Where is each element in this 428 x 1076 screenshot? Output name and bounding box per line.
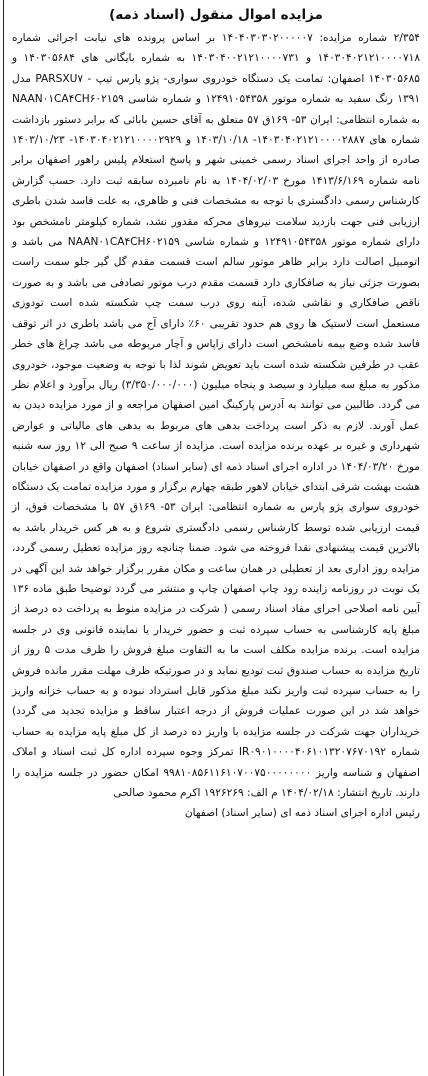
notice-title: مزایده اموال منقول (اسناد ذمه): [109, 7, 323, 23]
notice-paragraph: ۲/۳۵۴ شماره مزایده: ۱۴۰۴۰۳۰۳۰۲۰۰۰۰۰۷ بر اساس پرونده های نیابت اجرائی شماره ۱۴۰۳۰۴۰۲۱۲۱۰۰۰۰۷۱۸ و ۱۴۰۳۰۴۰۰۲۱۲۱۰۰۰۰۷۳۱ به شماره بایگانی های ۱۴۰۳۰۵۶۸۴ و ۱۴۰۳۰۵۶۸۵ اصفهان: تمامت یک دستگاه خودروی سواری- پژو پارس تیپ - PARSXU۷ مدل ۱۳۹۱ رنگ سفید به شماره موتور ۱۲۴۹۱۰۵۴۳۵۸ و شماره شاسی NAAN۰۱CA۴CH۶۰۲۱۵۹ به شماره انتظامی: ایران ۵۳- ۱۶۹ق ۵۷ متعلق به آقای حسین بابائی که برابر دستور بازداشت شماره های ۱۴۰۳۰۴۰۲۱۲۱۰۰۰۰۲۸۸۷- ۱۴۰۳/۱۰/۱۸ و ۱۴۰۳۰۴۰۲۱۲۱۰۰۰۰۲۹۲۹- ۱۴۰۳/۱۰/۲۳ صادره از واحد اجرای اسناد رسمی خمینی شهر و پاسخ استعلام پلیس راهور اصفهان برابر نامه شماره ۱۴۱۳/۶/۱۶۹ مورخ ۱۴۰۴/۰۲/۰۳ به نام نامبرده سابقه ثبت دارد. حسب گزارش کارشناس رسمی دادگستری با توجه به مشخصات فنی و ظاهری، به علت فاسد شدن باطری ارزیابی فنی جهت بازدید سلامت نیروهای محرکه مقدور نشد، شماره کیلومتر نامشخص بود دارای شماره موتور ۱۲۴۹۱۰۵۴۳۵۸ و شماره شاسی NAAN۰۱CA۴CH۶۰۲۱۵۹ می باشد و اتومبیل اصالت دارد برابر ظاهر موتور سالم است قسمت مقدم گل گیر جلو سمت راست بصورت جزئی نیاز به صافکاری دارد قسمت مقدم درب موتور تصادفی می باشد و به صورت ناقص صافکاری و نقاشی شده، آینه روی درب سمت چپ شکسته شده است تودوزی مستعمل است لاستیک ها روی هم حدود تقریبی ۶۰٪ دارای آج می باشد باطری در اثر توقف فاسد شده وضع بیمه نامشخص است دارای زاپاس و آچار مربوطه می باشد چراغ های خطر عقب در طرفین شکسته شده است باید تعویض شوند لذا با توجه به وضعیت موجود، خودروی مذکور به مبلغ سه میلیارد و سیصد و پنجاه میلیون (۳/۳۵۰/۰۰۰/۰۰۰) ریال برآورد و اعلام نظر می گردد. طالبین می توانند به آدرس پارکینگ امین اصفهان مراجعه و از مورد مزایده دیدن به عمل آورند. لازم به ذکر است پرداخت بدهی های مربوط به بدهی های مالیاتی و عوارض شهرداری و غیره بر عهده برنده مزایده است. مزایده از ساعت ۹ صبح الی ۱۲ روز سه شنبه مورخ ۱۴۰۴/۰۳/۲۰ در اداره اجرای اسناد ذمه ای (سایر اسناد) اصفهان واقع در اصفهان خیابان هشت بهشت شرقی ابتدای خیابان لاهور طبقه چهارم برگزار و مورد مزایده تمامت یک دستگاه خودروی سواری پژو پارس به شماره انتظامی: ایران ۵۳- ۱۶۹ق ۵۷ با مشخصات فوق، از قیمت ارزیابی شده توسط کارشناس رسمی دادگستری شروع و به هر کس خریدار باشد به بالاترین قیمت پیشنهادی نقدا فروخته می شود. ضمنا چنانچه روز مزایده تعطیل رسمی گردد، مزایده روز اداری بعد از تعطیلی در همان ساعت و مکان مقرر برگزار خواهد شد این آگهی در یک نوبت در روزنامه زاینده رود چاپ اصفهان چاپ و منتشر می گردد توضیحا طبق ماده ۱۳۶ آیین نامه اصلاحی اجرای مفاد اسناد رسمی ( شرکت در مزایده منوط به پرداخت ده درصد از مبلغ پایه کارشناسی به حساب سپرده ثبت و حضور خریدار یا نماینده قانونی وی در جلسه مزایده است. برنده مزایده مکلف است ما به التفاوت مبلغ فروش را ظرف مدت ۵ روز از تاریخ مزایده به حساب صندوق ثبت تودیع نماید و در صورتیکه ظرف مهلت مقرر مانده فروش را به حساب سپرده ثبت واریز نکند مبلغ مذکور قابل استرداد نبوده و به حساب خزانه واریز خواهد شد در این صورت عملیات فروش از درجه اعتبار ساقط و مزایده تجدید می گردد) خریداران جهت شرکت در جلسه مزایده با واریز ده درصد از کل مبلغ پایه مزایده به حساب شماره IR۰۹۰۱۰۰۰۰۴۰۶۱۰۱۳۲۰۷۶۷۰۱۹۲ تمرکز وجوه سپرده اداره کل ثبت اسناد و املاک اصفهان و شناسه واریز ۹۹۸۱۰۸۵۶۱۱۶۱۰۷۰۰۷۵۰۰۰۰۰۰۰۰ امکان حضور در جلسه مزایده را دارند. تاریخ انتشار: ۱۴۰۴/۰۲/۱۸ م الف: ۱۹۲۶۲۶۹ اکرم محمود صالحی: [12, 32, 421, 800]
notice-body: [12, 28, 420, 803]
left-border-rule: [3, 0, 4, 1076]
signature-line: رئیس اداره اجرای اسناد ذمه ای (سایر اسناد) اصفهان: [184, 807, 420, 820]
